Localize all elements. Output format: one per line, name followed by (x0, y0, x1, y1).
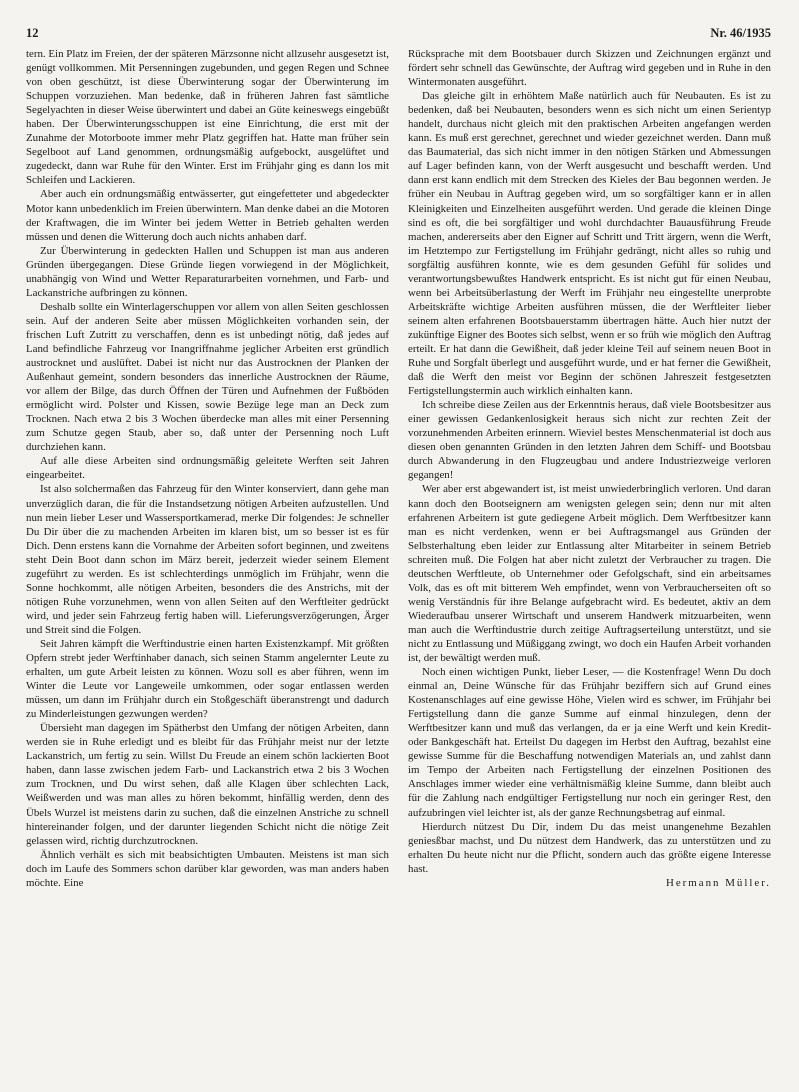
paragraph: Wer aber erst abgewandert ist, ist meist unwiederbringlich verloren. Und daran kann doch den Bootseignern am wenigsten gelegen sein; denn nur mit alten erfahrenen Arbeitern ist gute gediegene Arbeit möglich. Dem Werftbesitzer kann man es nicht verdenken, wenn er bei Auftragsmangel aus Gründen der Selbsterhaltung eben leider zur Entlassung alter Mitarbeiter in seinem Betrieb schreiten muß. Die Folgen hat aber nicht zuletzt der Verbraucher zu tragen. Die deutschen Werftleute, ob Unternehmer oder Gefolgschaft, sind ein arbeitsames Volk, das es oft mit bitterem Weh empfindet, wenn von Verbraucherseiten oft so wenig Verständnis für ihre Belange aufgebracht wird. Es bedeutet, aktiv an dem Wiederaufbau unserer Wirtschaft und unserem Handwerk mitzuarbeiten, wenn man auch die Werftindustrie durch zeitige Auftragserteilung unterstützt, und sie nicht zu Entlassung und Müßiggang zwingt, wo doch ein Haufen Arbeit vorhanden ist, der bewältigt werden muß. (408, 483, 771, 665)
paragraph: Übersieht man dagegen im Spätherbst den Umfang der nötigen Arbeiten, dann werden sie in Ruhe erledigt und es bleibt für das Frühjahr meist nur der letzte Lackanstrich, um fertig zu sein. Willst Du Freude an einem schön lackierten Boot haben, dann lasse zwischen jedem Farb- und Lackanstrich etwa 2 bis 3 Wochen zum Trocknen, und Du wirst sehen, daß alle Klagen über schlechten Lack, Weißwerden und was man alles zu hören bekommt, hinfällig werden, denn des Übels Wurzel ist meistens darin zu suchen, daß die einzelnen Anstriche zu schnell hintereinander folgen, und der darunter liegenden Schicht nicht die nötige Zeit gelassen wird, richtig durchzutrocknen. (26, 722, 389, 847)
paragraph: Noch einen wichtigen Punkt, lieber Leser, — die Kostenfrage! Wenn Du doch einmal an, Deine Wünsche für das Frühjahr beziffern sich auf Grund eines Kostenanschlages auf eine gewisse Höhe, Vielen wird es schwer, im Frühjahr bei Fertigstellung dann die ganze Summe auf einmal hinzulegen, denn der Werftbesitzer kann und muß das verlangen, da er ja eine Werft und kein Kredit- oder Bankgeschäft hat. Erteilst Du dagegen im Herbst den Auftrag, bezahlst eine gewisse Summe für die Beschaffung notwendigen Materials an, und zahlst dann im Tempo der Arbeiten nach Fertigstellung der einzelnen Positionen des Anschlages immer wieder eine verhältnismäßig kleine Summe, dann bleibt auch für die Zahlung nach endgültiger Fertigstellung nur noch ein geringer Rest, den aufzubringen viel leichter ist, als der ganze Rechnungsbetrag auf einmal. (408, 666, 771, 819)
right-column (408, 47, 771, 1066)
paragraph: Ich schreibe diese Zeilen aus der Erkenntnis heraus, daß viele Bootsbesitzer aus einer gewissen Gedankenlosigkeit heraus sich nicht zur rechten Zeit der vorzunehmenden Arbeiten erinnern. Wieviel bestes Menschenmaterial ist doch aus diesen oben genannten Gründen in den letzten Jahren dem Schiff- und Bootsbau durch Abwanderung in den Flugzeugbau und andere Industriezweige verloren gegangen! (408, 399, 771, 482)
paragraph: Ähnlich verhält es sich mit beabsichtigten Umbauten. Meistens ist man sich doch im Laufe des Sommers schon darüber klar geworden, was man anders haben möchte. Eine (26, 848, 389, 889)
left-column (26, 47, 389, 1066)
issue-number: Nr. 46/1935 (710, 26, 771, 40)
paragraph: Auf alle diese Arbeiten sind ordnungsmäßig geleitete Werften seit Jahren eingearbeitet. (26, 455, 389, 482)
page-header (26, 26, 771, 41)
paragraph: Zur Überwinterung in gedeckten Hallen und Schuppen ist man aus anderen Gründen übergegangen. Diese Gründe liegen vorwiegend in der Möglichkeit, unabhängig von Wind und Wetter Reparaturarbeiten vornehmen, und Farb- und Lackanstriche aufbringen zu können. (26, 244, 389, 299)
paragraph: Seit Jahren kämpft die Werftindustrie einen harten Existenzkampf. Mit größten Opfern strebt jeder Werftinhaber danach, sich seinen Stamm angelernter Leute zu erhalten, um gute Arbeit leisten zu können. Wozu soll es aber führen, wenn im Winter die Leute vor Langeweile umkommen, oder sogar entlassen werden müssen, um dann im Frühjahr durch ein Stoßgeschäft überanstrengt und dadurch zu Minderleistungen gezwungen werden? (26, 637, 389, 721)
paragraph: Ist also solchermaßen das Fahrzeug für den Winter konserviert, dann gehe man unverzüglich daran, die für die Instandsetzung nötigen Arbeiten aufzustellen. Und nun mein lieber Leser und Wassersportkamerad, merke Dir folgendes: Je schneller Du Dir über die zu machenden Arbeiten im klaren bist, um so besser ist es für Dich. Denn erstens kann die Vornahme der Arbeiten sofort beginnen, und zweitens steht Dein Boot dann schon im März bereit, jederzeit wieder seinem Element zugeführt zu werden. Es ist schlechterdings unmöglich im Frühjahr, wenn die Sonne hochkommt, alle nötigen Arbeiten, besonders die des Anstrichs, mit der nötigen Ruhe vorzunehmen, wenn von allen Seiten auf den Werftleiter gedrückt wird, und jeder sein Fahrzeug fertig haben will. Lieferungsverzögerungen, Ärger und Streit sind die Folgen. (26, 483, 389, 636)
paragraph: Aber auch ein ordnungsmäßig entwässerter, gut eingefetteter und abgedeckter Motor kann unbedenklich im Freien überwintern. Man denke dabei an die Motoren der Kraftwagen, die im Winter bei jedem Wetter in Betrieb gehalten werden müssen und denen die Witterung doch auch nichts anhaben darf. (26, 188, 389, 243)
paragraph: Das gleiche gilt in erhöhtem Maße natürlich auch für Neubauten. Es ist zu bedenken, daß bei Neubauten, besonders wenn es sich nicht um einen Serientyp handelt, durchaus nicht gleich mit den praktischen Arbeiten angefangen werden kann. Es muß erst gerechnet, gerechnet und wieder gezeichnet werden. Dann muß das Baumaterial, das sich nicht immer in den nötigen Stärken und Abmessungen auf Lager befinden kann, von der Werft ausgesucht und beschafft werden. Und dann erst kann endlich mit dem Strecken des Kieles der Bau begonnen werden. Je früher ein Neubau in Auftrag gegeben wird, um so sorgfältiger kann er in allen Kleinigkeiten und Einzelheiten ausgeführt werden. Und gerade die kleinen Dinge sind es oft, die bei sorgfältiger und wohl durchdachter Bauausführung Freude machen, andererseits aber den Eigner auf Schritt und Tritt ärgern, wenn die Werft, im Hetztempo zur Fertigstellung im Frühjahr gedrängt, nicht alles so ruhig und sorgfältig ausführen konnte, wie es dem gesunden Gefühl für solides und verantwortungsbewußtes Handwerk entspricht. Es ist nicht gut für einen Neubau, wenn bei Arbeitsüberlastung der Werft im Frühjahr neu eingestellte unerprobte Arbeitskräfte wichtige Arbeiten ausführen müssen, die der Werftleiter lieber seinem alten erfahrenen Bootsbauerstamm übertragen hätte. Auch hier nutzt der zukünftige Eigner des Bootes sich selbst, wenn er so früh wie möglich den Auftrag erteilt. Er hat dann die Gewißheit, daß jeder kleine Teil auf seinem neuen Boot in Ruhe und Sorgfalt überlegt und ausgeführt wurde, und er hat ferner die Gewißheit, daß die Werft den meist vor Beginn der schönen Jahreszeit festgesetzten Fertigstellungstermin auch wirklich einhalten kann. (408, 90, 771, 398)
paragraph: tern. Ein Platz im Freien, der der späteren Märzsonne nicht allzusehr ausgesetzt ist, genügt vollkommen. Mit Persenningen zugebunden, und gegen Regen und Schnee von oben geschützt, ist diese Überwinterung sogar der Überwinterung im Schuppen vorzuziehen. Man bedenke, daß in früheren Jahren fast sämtliche Segelyachten in dieser Weise überwintert und dabei an Güte keineswegs eingebüßt haben. Der Überwinterungsschuppen ist eine Einrichtung, die erst mit der Zunahme der Motorboote immer mehr Platz gegriffen hat. Hatte man früher sein Segelboot auf Land genommen, ordnungsmäßig aufgebockt, ausgelüftet und zugedeckt, dann war Ruhe für den Winter. Erst im Frühjahr ging es dann los mit Schleifen und Lackieren. (26, 48, 389, 187)
paragraph: Deshalb sollte ein Winterlagerschuppen vor allem von allen Seiten geschlossen sein. Auf der anderen Seite aber müssen Möglichkeiten vorhanden sein, der frischen Luft Zutritt zu verschaffen, denn es ist unbedingt nötig, daß jedes auf Land befindliche Fahrzeug vor Inangriffnahme jeglicher Arbeiten erst gründlich austrocknet und auslüftet. Dabei ist nicht nur das Austrocknen der Planken der Außenhaut gemeint, sondern besonders das innerliche Austrocknen der Räume, vor allem der Bilge, das durch Öffnen der Türen und Aufnehmen der Fußböden ermöglicht wird. Polster und Kissen, sowie Bezüge lege man an Deck zum Trocknen. Nach etwa 2 bis 3 Wochen überdecke man alles mit einer Persenning zum Schutze gegen Staub, aber so, daß unter der Persenning noch Luft durchziehen kann. (26, 300, 389, 454)
page-number: 12 (26, 26, 39, 40)
author-signature: Hermann Müller. (665, 876, 771, 889)
paragraph: Rücksprache mit dem Bootsbauer durch Skizzen und Zeichnungen ergänzt und fördert sehr schnell das Gewünschte, der Auftrag wird gegeben und in Ruhe in den Wintermonaten ausgeführt. (408, 48, 771, 89)
article-body (26, 47, 771, 1066)
paragraph: Hierdurch nützest Du Dir, indem Du das meist unangenehme Bezahlen geniesßbar machst, und Du nützest dem Handwerk, das zu unterstützen und zu erhalten Du heute nicht nur die Pflicht, sondern auch das größte eigene Interesse hast. (408, 820, 771, 875)
